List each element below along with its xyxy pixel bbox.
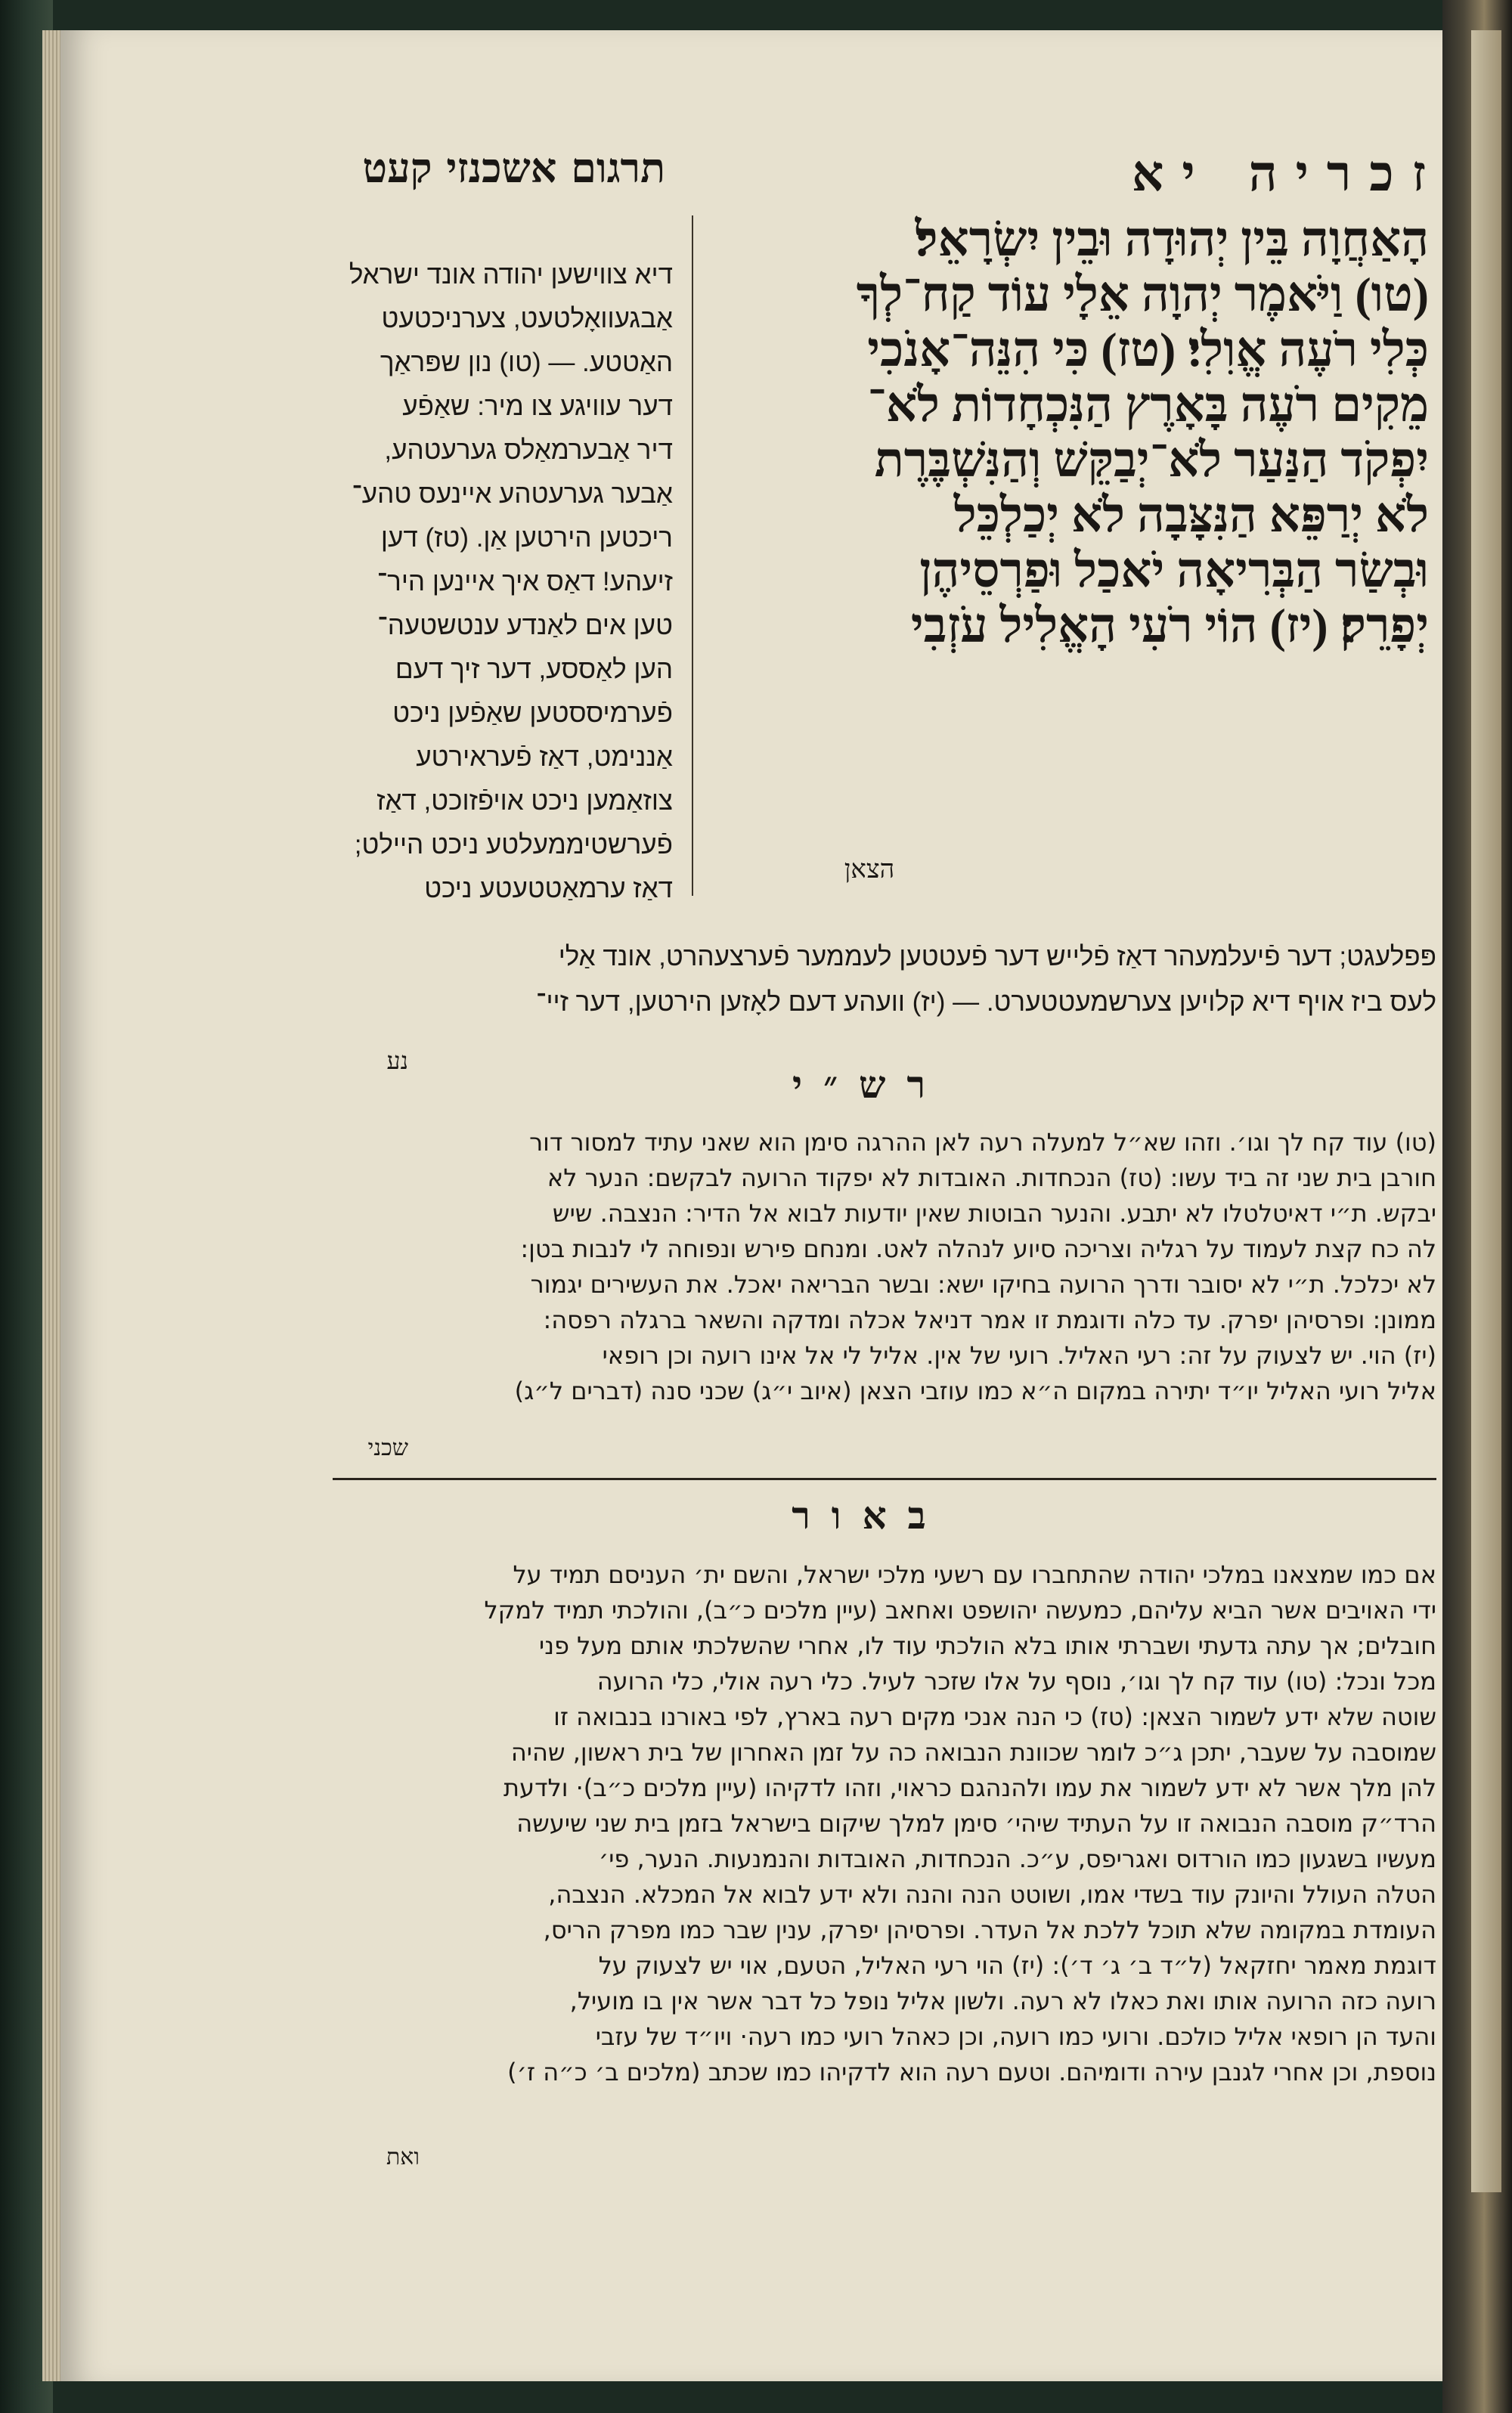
biur-line: רועה כזה הרועה אותו ואת כאלו לא רעה. ולשון אליל נופל כל דבר אשר אין בו מועיל, [569, 1987, 1436, 2015]
yiddish-line: דאַז ערמאַטטעטע ניכט [424, 874, 673, 903]
biur-line: מעשיו בשגעון כמו הורדוס ואגריפס, ע״כ. הנכחדות, האובדות והנמנעות. הנער, פי׳ [598, 1845, 1436, 1873]
biur-line: שמוסבה על שעבר, יתכן ג״כ לומר שכוונת הנבואה כה על זמן האחרון של בית ראשון, שהיה [510, 1738, 1436, 1767]
yiddish-line: פֿערשטיממעלטע ניכט היילט; [354, 830, 673, 860]
rashi-line: ממונן: ופרסיהן יפרק. עד כלה ודוגמת זו אמר דניאל אכלה ומדקה והשאר ברגלה רפסה: [543, 1306, 1436, 1334]
rashi-catchword: שכני [367, 1435, 408, 1461]
biur-line: אם כמו שמצאנו במלכי יהודה שהתחברו עם רשעי מלכי ישראל, והשם ית׳ העניסם תמיד על [513, 1560, 1436, 1589]
yiddish-line: צוזאַמען ניכט אויפֿזוכט, דאַז [376, 786, 673, 816]
translation-title: תרגום אשכנזי קעט [362, 144, 665, 192]
biur-line: חובלים; אך עתה גדעתי ושברתי אותו בלא הולכתי עוד לו, אחרי שהשלכתי אותם מעל פני [539, 1631, 1436, 1660]
rashi-line: (יז) הוי. יש לצעוק על זה: רעי האליל. רועי של אין. אליל לי אל אינו רועה וכן רופאי [602, 1341, 1436, 1370]
yiddish-line: זיעהע! דאַס איך איינען היר־ [376, 567, 673, 596]
biur-title: באור [792, 1493, 947, 1538]
biur-line: הרד״ק מוסבה הנבואה זו על העתיד שיהי׳ סימן למלך שיקום בישראל בזמן בית שני שיעשה [516, 1809, 1436, 1838]
biur-commentary [325, 1557, 1436, 2090]
biur-line: הטלה העולל והיונק עוד בשדי אמו, ושוטט הנה והנה ולא ידע לבוא אל המכלא. הנצבה, [548, 1880, 1436, 1909]
rashi-title: רש״י [792, 1062, 947, 1107]
hebrew-line: (טו) וַיֹּאמֶר יְהוָה אֵלָי עוֹד קַח־לְךָ [856, 268, 1429, 321]
biur-line: מכל ונכל: (טו) עוד קח לך וגו׳, נוסף על אלו שזכר לעיל. כלי רעה אולי, כלי הרועה [596, 1667, 1436, 1696]
yiddish-line: פּפלעגט; דער פֿיעלמעהר דאַז פֿלייש דער פֿעטטען לעממער פֿערצעהרט, אונד אַלי [558, 942, 1436, 971]
yiddish-line: טען אים לאַנדע ענטשטעה־ [377, 611, 673, 640]
hebrew-line: כְּלִי רֹעֶה אֱוִלִי׃ (טז) כִּי הִנֵּה־אָנֹכִי [867, 323, 1429, 376]
biur-line: שוטה שלא ידע לשמור הצאן: (טז) כי הנה אנכי מקים רעה בארץ, לפי באורנו בנבואה זו [553, 1702, 1436, 1731]
rashi-line: (טו) עוד קח לך וגו׳. וזהו שא״ל למעלה רעה לאן ההרגה סימן הוא שאני עתיד למסור דור [529, 1128, 1436, 1157]
yiddish-column [287, 253, 673, 911]
biur-line: העומדת במקומה שלא תוכל ללכת אל העדר. ופרסיהן יפרק, ענין שבר כמו מפרק הריס, [543, 1916, 1436, 1944]
yiddish-line: אַננימט, דאַז פֿעראירטע [416, 742, 673, 772]
biur-line: להן מלך אשר לא ידע לשמור את עמו ולהנהגם כראוי, וזהו לדקיהו (עיין מלכים כ״ב)· ולדעת [503, 1773, 1436, 1802]
column-divider [692, 215, 693, 896]
yiddish-line: הען לאַססע, דער זיך דעם [395, 655, 673, 684]
rashi-line: לא יכלכל. ת״י לא יסובר ודרך הרועה בחיקו ישא: ובשר הבריאה יאכל. את העשירים יגמור [530, 1270, 1436, 1299]
rashi-line: יבקש. ת״י דאיטלטלו לא יתבע. והנער הבוטות שאין יודעות לבוא אל הדיר: הנצבה. שיש [552, 1199, 1436, 1228]
yiddish-line: ריכטען הירטען אַן. (טז) דען [380, 523, 673, 553]
book-title: זכריה יא [1131, 144, 1444, 203]
yiddish-catchword: נע [386, 1046, 408, 1075]
yiddish-line: האַטטע. — (טו) נון שפּראַך [380, 348, 673, 377]
biur-line: ידי האויבים אשר הביא עליהם, כמעשה יהושפט ואחאב (עיין מלכים כ״ב), והולכתי תמיד למקל [484, 1596, 1436, 1625]
hebrew-line: לֹא יְרַפֵּא הַנִּצָּבָה לֹא יְכַלְכֵּל [953, 488, 1429, 542]
biur-line: נוספת, וכן אחרי לגנבן עירה ודומיהם. וטעם רעה הוא לדקיהו כמו שכתב (מלכים ב׳ כ״ה ז׳) [507, 2058, 1436, 2086]
biur-catchword: ואת [386, 2144, 420, 2170]
rashi-commentary [325, 1125, 1436, 1409]
section-rule [333, 1478, 1436, 1480]
hebrew-line: הָאַחֲוָה בֵּין יְהוּדָה וּבֵין יִשְׂרָאֵל׃ [915, 212, 1429, 266]
yiddish-continuation [302, 934, 1436, 1025]
yiddish-line: אַבער גערעטהע איינעס טהע־ [352, 479, 673, 509]
yiddish-line: פֿערמיססטען שאַפֿען ניכט [392, 698, 673, 728]
biur-line: והעד הן רופאי אליל כולכם. ורועי כמו רועה, וכן כאהל רועי כמו רעה· ויו״ד של עזבי [595, 2022, 1436, 2051]
rashi-line: חורבן בית שני זה ביד עשו: (טז) הנכחדות. האובדות לא יפקוד הרועה לבקשם: הנער לא [547, 1163, 1436, 1192]
hebrew-catchword: הצאן [844, 854, 895, 884]
yiddish-line: אַבגעוואָלטעט, צערניכטעט [381, 304, 673, 333]
biur-line: דוגמת מאמר יחזקאל (ל״ד ב׳ ג׳ ד׳): (יז) הוי רעי האליל, הטעם, אוי יש לצעוק על [598, 1951, 1436, 1980]
yiddish-line: לעס ביז אויף דיא קלויען צערשמעטטערט. — (יז) וועהע דעם לאָזען הירטען, דער זיי־ [536, 987, 1436, 1017]
yiddish-line: דיא צווישען יהודה אונד ישראל [349, 260, 673, 290]
rashi-line: אליל רועי האליל יו״ד יתירה במקום ה״א כמו עוזבי הצאן (איוב י״ג) שכני סנה (דברים ל״ג) [514, 1377, 1436, 1405]
hebrew-line: יִפְקֹד הַנַּעַר לֹא־יְבַקֵּשׁ וְהַנִּשְׁבֶּרֶת [874, 433, 1429, 487]
yiddish-line: דיר אַבערמאַלס גערעטהע, [384, 435, 673, 465]
hebrew-text-block [703, 212, 1429, 653]
facing-page-edge [1471, 30, 1501, 2192]
hebrew-line: יְפָרֵק׃ (יז) הוֹי רֹעִי הָאֱלִיל עֹזְבִי [910, 599, 1429, 652]
yiddish-line: דער עוויגע צו מיר: שאַפֿע [402, 392, 673, 421]
hebrew-line: וּבְשַׂר הַבְּרִיאָה יֹאכַל וּפַרְסֵיהֶן [919, 544, 1429, 597]
rashi-line: לה כח קצת לעמוד על רגליה וצריכה סיוע לנהלה לאט. ומנחם פירש ונפוחה לי לנבות בטן: [520, 1234, 1436, 1263]
hebrew-line: מֵקִים רֹעֶה בָּאָרֶץ הַנִּכְחָדוֹת לֹא־ [867, 378, 1429, 432]
